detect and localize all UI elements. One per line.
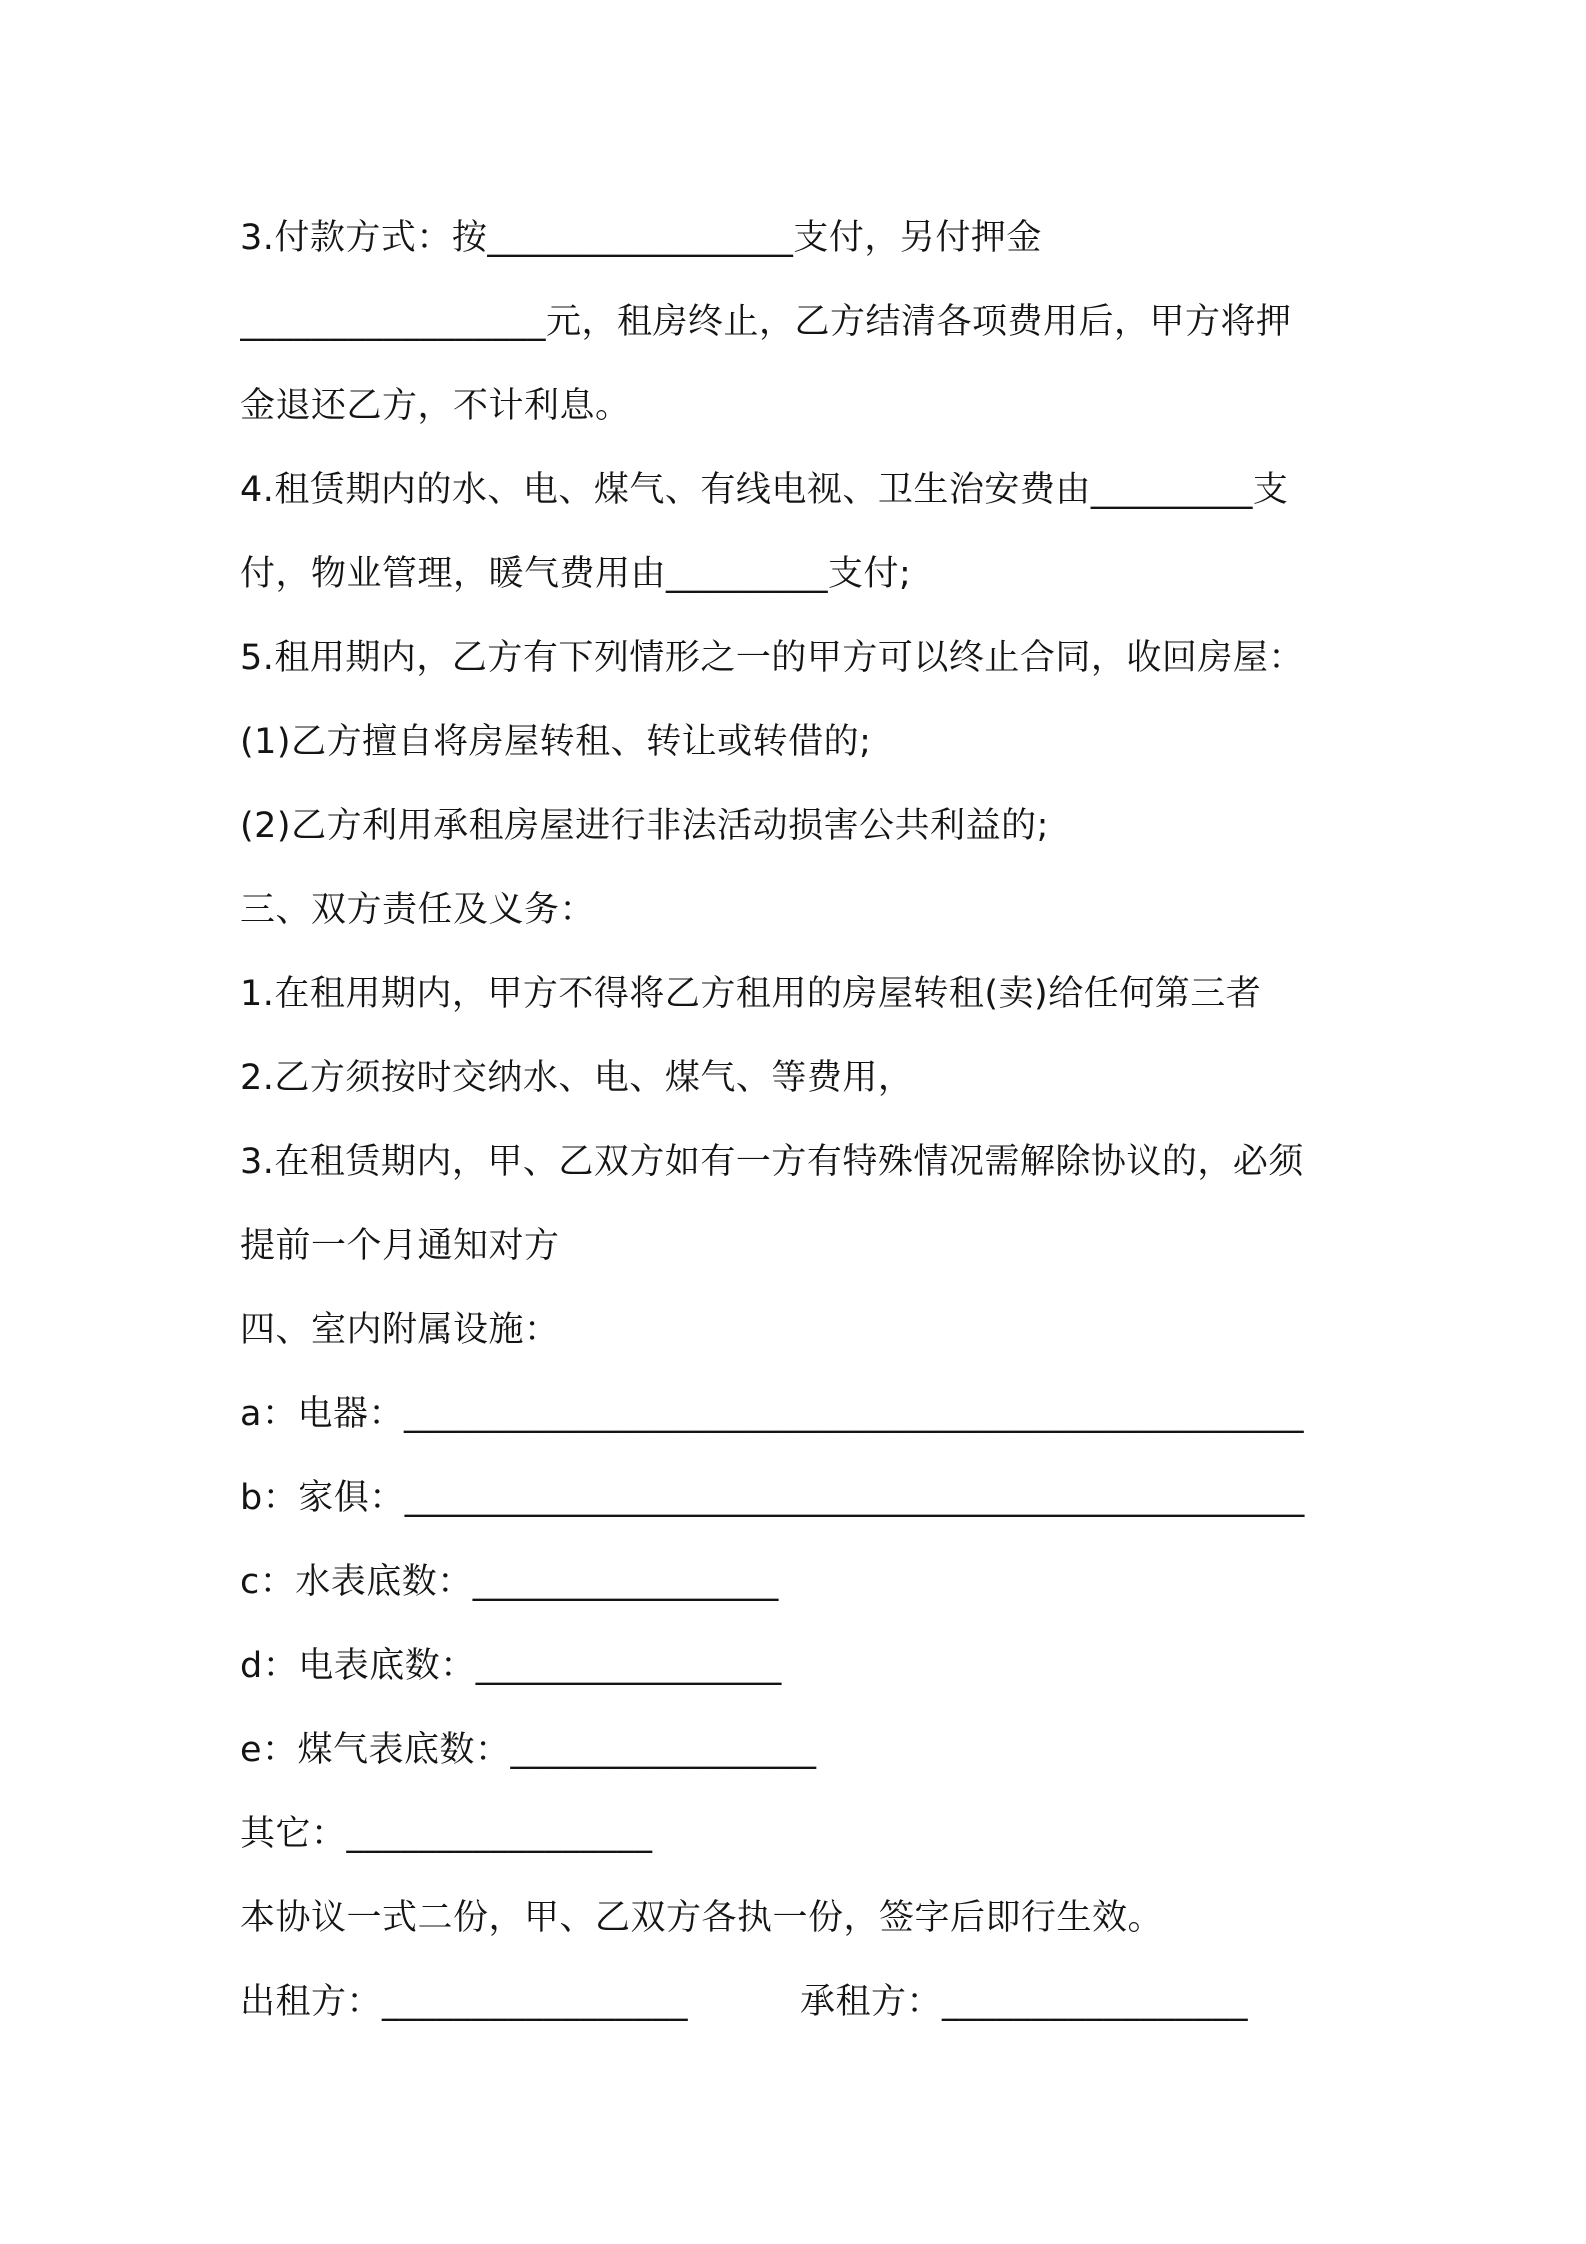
responsibility-item-2: 2.乙方须按时交纳水、电、煤气、等费用， bbox=[240, 1058, 914, 1098]
section-heading-responsibilities: 三、双方责任及义务： bbox=[240, 890, 596, 930]
deposit-line: _________________元，租房终止，乙方结清各项费用后，甲方将押 bbox=[240, 302, 1292, 342]
termination-item-2: (2)乙方利用承租房屋进行非法活动损害公共利益的; bbox=[240, 806, 1049, 846]
property-fee-line: 付，物业管理，暖气费用由_________支付; bbox=[240, 554, 912, 594]
lessor-signature: 出租方：_________________ bbox=[240, 1982, 689, 2022]
deposit-refund-line: 金退还乙方，不计利息。 bbox=[240, 386, 631, 426]
termination-clause-line: 5.租用期内，乙方有下列情形之一的甲方可以终止合同，收回房屋： bbox=[240, 638, 1304, 678]
responsibility-item-3: 3.在租赁期内，甲、乙双方如有一方有特殊情况需解除协议的，必须 bbox=[240, 1142, 1304, 1182]
facility-gas-meter: e：煤气表底数：_________________ bbox=[240, 1730, 817, 1770]
agreement-effect-line: 本协议一式二份，甲、乙双方各执一份，签字后即行生效。 bbox=[240, 1898, 1164, 1938]
facility-water-meter: c：水表底数：_________________ bbox=[240, 1562, 779, 1602]
document-body bbox=[240, 196, 1360, 2044]
termination-item-1: (1)乙方擅自将房屋转租、转让或转借的; bbox=[240, 722, 872, 762]
facility-furniture: b：家俱：__________________________________________________ bbox=[240, 1478, 1305, 1518]
facility-appliances: a：电器：__________________________________________________ bbox=[240, 1394, 1304, 1434]
lessee-signature: 承租方：_________________ bbox=[800, 1982, 1249, 2022]
signature-row bbox=[240, 1960, 1360, 2044]
facility-electric-meter: d：电表底数：_________________ bbox=[240, 1646, 782, 1686]
section-heading-facilities: 四、室内附属设施： bbox=[240, 1310, 560, 1350]
responsibility-item-1: 1.在租用期内，甲方不得将乙方租用的房屋转租(卖)给任何第三者 bbox=[240, 974, 1262, 1014]
utilities-line: 4.租赁期内的水、电、煤气、有线电视、卫生治安费由_________支 bbox=[240, 470, 1289, 510]
payment-method-line: 3.付款方式：按_________________支付，另付押金 bbox=[240, 218, 1042, 258]
responsibility-item-3-cont: 提前一个月通知对方 bbox=[240, 1226, 560, 1266]
facility-other: 其它：_________________ bbox=[240, 1814, 653, 1854]
